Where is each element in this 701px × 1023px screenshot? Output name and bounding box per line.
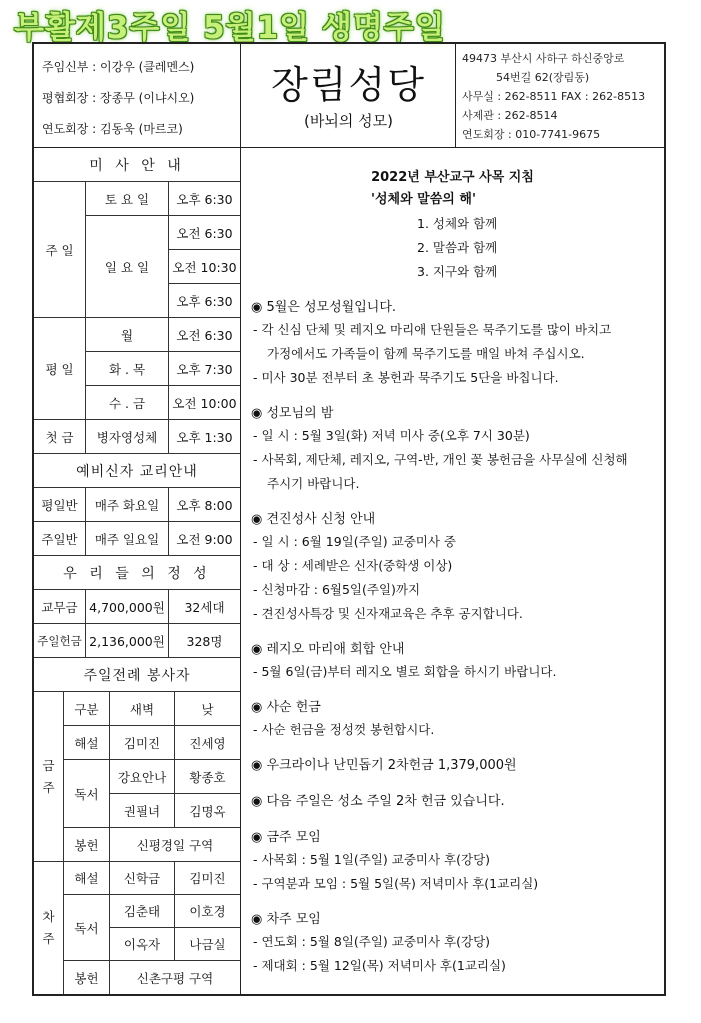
notice-3-line-4: - 견진성사특강 및 신자재교육은 추후 공지합니다.	[253, 606, 523, 621]
guide-title: 2022년 부산교구 사목 지침	[371, 170, 534, 185]
notice-3-title: ◉ 견진성사 신청 안내	[251, 512, 376, 527]
top-banner	[0, 0, 701, 44]
notice-3-line-2: - 대 상 : 세례받은 신자(중학생 이상)	[253, 558, 453, 573]
next-reading1-dawn: 김춘태	[110, 895, 175, 928]
this-commentary-day: 진세영	[175, 726, 240, 760]
sunday-offering-count: 328명	[169, 624, 240, 658]
monday-label: 월	[86, 318, 169, 352]
left-column	[34, 148, 241, 994]
sunday-offering-amount: 2,136,000원	[86, 624, 169, 658]
wed-fri-label: 수 . 금	[86, 386, 169, 420]
notice-1-line-3: - 미사 30분 전부터 초 봉헌과 묵주기도 5단을 바칩니다.	[253, 370, 559, 385]
notice-5-line-1: - 사순 헌금을 정성껏 봉헌합시다.	[253, 722, 435, 737]
notice-1-title: ◉ 5월은 성모성월입니다.	[251, 300, 397, 315]
catechumen-weekday-time: 오후 8:00	[169, 488, 240, 522]
fixed-offering-label: 교무금	[34, 590, 86, 624]
this-reading1-dawn: 강요안나	[110, 760, 175, 794]
notice-1-line-1: - 각 신심 단체 및 레지오 마리애 단원들은 묵주기도를 많이 바치고	[253, 322, 612, 337]
mass-guide-title: 미 사 안 내	[34, 148, 240, 182]
bulletin-frame	[32, 42, 666, 996]
notice-8-line-2: - 구역분과 모임 : 5월 5일(목) 저녁미사 후(1교리실)	[253, 876, 539, 891]
notice-1-line-2: 가정에서도 가족들이 함께 묵주기도를 매일 바쳐 주십시오.	[267, 346, 585, 361]
col-type-header: 구분	[64, 692, 110, 726]
header-contact	[456, 44, 664, 148]
next-reading2-dawn: 이옥자	[110, 928, 175, 961]
this-reading2-day: 김명옥	[175, 794, 240, 828]
address-line-1: 49473 부산시 사하구 하신중앙로	[462, 52, 625, 65]
notice-5-title: ◉ 사순 헌금	[251, 700, 321, 715]
wed-fri-time: 오전 10:00	[169, 386, 240, 420]
notice-9-line-2: - 제대회 : 5월 12일(목) 저녁미사 후(1교리실)	[253, 958, 506, 973]
sunday-time-1: 오전 6:30	[169, 216, 240, 250]
sunday-day-label: 일 요 일	[86, 216, 169, 318]
next-commentary-dawn: 신학금	[110, 862, 175, 895]
notice-4-line-1: - 5월 6일(금)부터 레지오 별로 회합을 하시기 바랍니다.	[253, 664, 557, 679]
header-title	[241, 44, 456, 148]
fixed-offering-amount: 4,700,000원	[86, 590, 169, 624]
servers-title: 주일전례 봉사자	[34, 658, 240, 692]
offering-title: 우 리 들 의 정 성	[34, 556, 240, 590]
sunday-label: 주 일	[34, 182, 86, 318]
notice-8-line-1: - 사목회 : 5월 1일(주일) 교중미사 후(강당)	[253, 852, 491, 867]
catechumen-weekday-label: 평일반	[34, 488, 86, 522]
next-commentary-day: 김미진	[175, 862, 240, 895]
notice-3-line-1: - 일 시 : 6월 19일(주일) 교중미사 중	[253, 534, 456, 549]
catechumen-sunday-label: 주일반	[34, 522, 86, 556]
fixed-offering-count: 32세대	[169, 590, 240, 624]
catechumen-title: 예비신자 교리안내	[34, 454, 240, 488]
church-name: 장림성당	[271, 63, 426, 107]
saturday-time: 오후 6:30	[169, 182, 240, 216]
tue-thu-time: 오후 7:30	[169, 352, 240, 386]
next-reading-label: 독서	[64, 895, 110, 961]
this-reading1-day: 황종호	[175, 760, 240, 794]
notice-7-title: ◉ 다음 주일은 성소 주일 2차 헌금 있습니다.	[251, 794, 505, 809]
sunday-offering-label: 주일헌금	[34, 624, 86, 658]
catechumen-sunday-when: 매주 일요일	[86, 522, 169, 556]
guide-item-3: 3. 지구와 함께	[417, 264, 498, 279]
this-offertory-group: 신평경일 구역	[110, 828, 240, 862]
sunday-time-3: 오후 6:30	[169, 284, 240, 318]
monday-time: 오전 6:30	[169, 318, 240, 352]
notice-2-line-1: - 일 시 : 5월 3일(화) 저녁 미사 중(오후 7시 30분)	[253, 428, 530, 443]
next-reading1-day: 이호경	[175, 895, 240, 928]
this-commentary-label: 해설	[64, 726, 110, 760]
weekday-label: 평 일	[34, 318, 86, 420]
this-reading-label: 독서	[64, 760, 110, 828]
notice-9-title: ◉ 차주 모임	[251, 912, 321, 927]
right-column	[241, 148, 664, 994]
notice-2-line-3: 주시기 바랍니다.	[267, 476, 360, 491]
this-commentary-dawn: 김미진	[110, 726, 175, 760]
elder-phone: 연도회장 : 010-7741-9675	[462, 128, 601, 141]
col-dawn-header: 새벽	[110, 692, 175, 726]
guide-item-2: 2. 말씀과 함께	[417, 240, 498, 255]
guide-item-1: 1. 성체와 함께	[417, 216, 498, 231]
guide-subtitle: '성체와 말씀의 해'	[371, 192, 476, 207]
this-reading2-dawn: 권필녀	[110, 794, 175, 828]
pastor-name: 주임신부 : 이강우 (클레멘스)	[42, 60, 195, 74]
tue-thu-label: 화 . 목	[86, 352, 169, 386]
notice-3-line-3: - 신청마감 : 6월5일(주일)까지	[253, 582, 421, 597]
notice-2-title: ◉ 성모님의 밤	[251, 406, 334, 421]
notice-2-line-2: - 사목회, 제단체, 레지오, 구역-반, 개인 꽃 봉헌금을 사무실에 신청해	[253, 452, 628, 467]
sunday-time-2: 오전 10:30	[169, 250, 240, 284]
church-subtitle: (바뇌의 성모)	[304, 112, 393, 130]
col-day-header: 낮	[175, 692, 240, 726]
address-line-2: 54번길 62(장림동)	[496, 71, 590, 84]
council-chair: 평협회장 : 장종무 (이냐시오)	[42, 91, 195, 105]
this-week-label: 금 주	[34, 692, 64, 862]
notice-6-title: ◉ 우크라이나 난민돕기 2차헌금 1,379,000원	[251, 758, 517, 773]
catechumen-weekday-when: 매주 화요일	[86, 488, 169, 522]
header-staff	[34, 44, 241, 148]
notice-8-title: ◉ 금주 모임	[251, 830, 321, 845]
banner-title: 부활제3주일 5월1일 생명주일	[14, 10, 446, 46]
catechumen-sunday-time: 오전 9:00	[169, 522, 240, 556]
next-reading2-day: 나금실	[175, 928, 240, 961]
next-week-label: 차 주	[34, 862, 64, 994]
notice-4-title: ◉ 레지오 마리애 회합 안내	[251, 642, 405, 657]
elder-chair: 연도회장 : 김동욱 (마르코)	[42, 122, 183, 136]
office-phone: 사무실 : 262-8511 FAX : 262-8513	[462, 90, 646, 103]
notice-9-line-1: - 연도회 : 5월 8일(주일) 교중미사 후(강당)	[253, 934, 491, 949]
first-friday-time: 오후 1:30	[169, 420, 240, 454]
next-offertory-group: 신촌구평 구역	[136, 970, 214, 986]
next-commentary-label: 해설	[64, 862, 110, 895]
next-offertory-label: 봉헌	[64, 961, 110, 994]
saturday-label: 토 요 일	[86, 182, 169, 216]
first-friday-event: 병자영성체	[86, 420, 169, 454]
rectory-phone: 사제관 : 262-8514	[462, 109, 558, 122]
first-friday-label: 첫 금	[34, 420, 86, 454]
this-offertory-label: 봉헌	[64, 828, 110, 862]
